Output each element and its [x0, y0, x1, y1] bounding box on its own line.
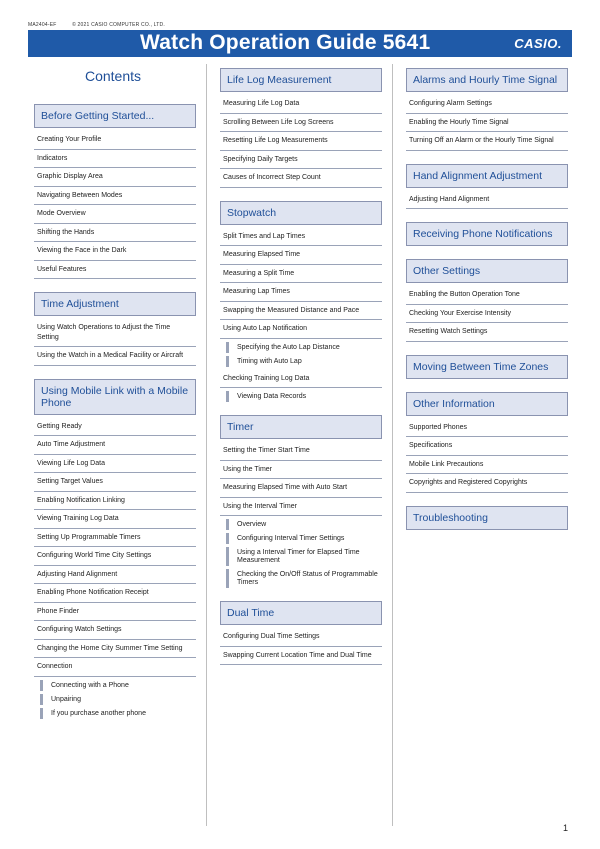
- section-heading-link[interactable]: Receiving Phone Notifications: [406, 222, 568, 246]
- toc-section: [406, 392, 568, 493]
- toc-section: [406, 259, 568, 342]
- toc-subentry-link[interactable]: Overview: [226, 519, 382, 530]
- toc-entry-link[interactable]: Enabling Notification Linking: [34, 492, 196, 511]
- toc-entry-link[interactable]: Swapping Current Location Time and Dual Time: [220, 647, 382, 666]
- title-banner: [28, 30, 572, 57]
- copyright-text: © 2021 CASIO COMPUTER CO., LTD.: [72, 22, 165, 28]
- toc-entry-link[interactable]: Split Times and Lap Times: [220, 228, 382, 247]
- toc-column-2: [220, 68, 382, 678]
- toc-section: [220, 601, 382, 665]
- toc-subentry-link[interactable]: Timing with Auto Lap: [226, 356, 382, 367]
- toc-entry-link[interactable]: Setting the Timer Start Time: [220, 442, 382, 461]
- toc-entry-link[interactable]: Changing the Home City Summer Time Setting: [34, 640, 196, 659]
- toc-entry-link[interactable]: Specifications: [406, 437, 568, 456]
- section-heading-link[interactable]: Dual Time: [220, 601, 382, 625]
- section-heading-link[interactable]: Timer: [220, 415, 382, 439]
- toc-entry-link[interactable]: Enabling Phone Notification Receipt: [34, 584, 196, 603]
- toc-subentry-link[interactable]: Unpairing: [40, 694, 196, 705]
- toc-subentry-link[interactable]: Connecting with a Phone: [40, 680, 196, 691]
- toc-entry-link[interactable]: Graphic Display Area: [34, 168, 196, 187]
- column-divider: [206, 64, 207, 826]
- toc-entry-link[interactable]: Supported Phones: [406, 419, 568, 438]
- toc-entry-link[interactable]: Measuring Elapsed Time with Auto Start: [220, 479, 382, 498]
- toc-entry-link[interactable]: Viewing Life Log Data: [34, 455, 196, 474]
- casio-logo: CASIO.: [514, 36, 562, 51]
- toc-section: [406, 506, 568, 530]
- toc-entry-link[interactable]: Viewing Training Log Data: [34, 510, 196, 529]
- toc-entry-link[interactable]: Measuring Elapsed Time: [220, 246, 382, 265]
- column-divider: [392, 64, 393, 826]
- toc-section: [406, 68, 568, 151]
- section-heading-link[interactable]: Life Log Measurement: [220, 68, 382, 92]
- toc-entry-link[interactable]: Turning Off an Alarm or the Hourly Time Signal: [406, 132, 568, 151]
- section-heading-link[interactable]: Moving Between Time Zones: [406, 355, 568, 379]
- section-heading-link[interactable]: Alarms and Hourly Time Signal: [406, 68, 568, 92]
- toc-entry-link[interactable]: Causes of Incorrect Step Count: [220, 169, 382, 188]
- toc-entry-link[interactable]: Measuring Lap Times: [220, 283, 382, 302]
- toc-entry-link[interactable]: Enabling the Hourly Time Signal: [406, 114, 568, 133]
- page-number: 1: [562, 823, 568, 833]
- contents-heading: Contents: [84, 68, 142, 84]
- toc-subentry-link[interactable]: Viewing Data Records: [226, 391, 382, 402]
- toc-entry-link[interactable]: Checking Your Exercise Intensity: [406, 305, 568, 324]
- toc-entry-link[interactable]: Connection: [34, 658, 196, 677]
- document-code: MA2404-EF: [28, 22, 57, 28]
- toc-entry-link[interactable]: Configuring Alarm Settings: [406, 95, 568, 114]
- section-heading-link[interactable]: Hand Alignment Adjustment: [406, 164, 568, 188]
- toc-subentry-link[interactable]: If you purchase another phone: [40, 708, 196, 719]
- toc-entry-link[interactable]: Using the Timer: [220, 461, 382, 480]
- section-heading-link[interactable]: Stopwatch: [220, 201, 382, 225]
- toc-subentry-link[interactable]: Configuring Interval Timer Settings: [226, 533, 382, 544]
- toc-entry-link[interactable]: Getting Ready: [34, 418, 196, 437]
- toc-column-1: [34, 104, 196, 732]
- toc-section: [34, 292, 196, 366]
- section-heading-link[interactable]: Other Settings: [406, 259, 568, 283]
- toc-entry-link[interactable]: Copyrights and Registered Copyrights: [406, 474, 568, 493]
- toc-entry-link[interactable]: Measuring Life Log Data: [220, 95, 382, 114]
- toc-entry-link[interactable]: Adjusting Hand Alignment: [406, 191, 568, 210]
- toc-entry-link[interactable]: Setting Up Programmable Timers: [34, 529, 196, 548]
- toc-section: [220, 68, 382, 188]
- toc-entry-link[interactable]: Resetting Watch Settings: [406, 323, 568, 342]
- section-heading-link[interactable]: Using Mobile Link with a Mobile Phone: [34, 379, 196, 415]
- toc-entry-link[interactable]: Using Auto Lap Notification: [220, 320, 382, 339]
- toc-entry-link[interactable]: Useful Features: [34, 261, 196, 280]
- toc-entry-link[interactable]: Phone Finder: [34, 603, 196, 622]
- toc-entry-link[interactable]: Navigating Between Modes: [34, 187, 196, 206]
- toc-entry-link[interactable]: Mobile Link Precautions: [406, 456, 568, 475]
- section-heading-link[interactable]: Other Information: [406, 392, 568, 416]
- toc-entry-link[interactable]: Enabling the Button Operation Tone: [406, 286, 568, 305]
- toc-entry-link[interactable]: Using Watch Operations to Adjust the Time Setting: [34, 319, 196, 347]
- toc-entry-link[interactable]: Viewing the Face in the Dark: [34, 242, 196, 261]
- toc-section: [406, 164, 568, 210]
- toc-entry-link[interactable]: Configuring Watch Settings: [34, 621, 196, 640]
- toc-entry-link[interactable]: Mode Overview: [34, 205, 196, 224]
- toc-section: [406, 222, 568, 246]
- toc-section: [34, 104, 196, 279]
- toc-column-3: [406, 68, 568, 543]
- toc-entry-link[interactable]: Resetting Life Log Measurements: [220, 132, 382, 151]
- toc-entry-link[interactable]: Setting Target Values: [34, 473, 196, 492]
- toc-entry-link[interactable]: Measuring a Split Time: [220, 265, 382, 284]
- toc-entry-link[interactable]: Checking Training Log Data: [220, 370, 382, 389]
- toc-subentry-link[interactable]: Using a Interval Timer for Elapsed Time Measurement: [226, 547, 382, 566]
- section-heading-link[interactable]: Time Adjustment: [34, 292, 196, 316]
- toc-entry-link[interactable]: Configuring Dual Time Settings: [220, 628, 382, 647]
- toc-entry-link[interactable]: Adjusting Hand Alignment: [34, 566, 196, 585]
- toc-section: [220, 201, 382, 403]
- toc-section: [406, 355, 568, 379]
- toc-entry-link[interactable]: Creating Your Profile: [34, 131, 196, 150]
- toc-entry-link[interactable]: Configuring World Time City Settings: [34, 547, 196, 566]
- section-heading-link[interactable]: Before Getting Started...: [34, 104, 196, 128]
- toc-entry-link[interactable]: Specifying Daily Targets: [220, 151, 382, 170]
- toc-subentry-link[interactable]: Checking the On/Off Status of Programmable Timers: [226, 569, 382, 588]
- toc-entry-link[interactable]: Using the Interval Timer: [220, 498, 382, 517]
- section-heading-link[interactable]: Troubleshooting: [406, 506, 568, 530]
- header-meta: [28, 22, 179, 28]
- toc-entry-link[interactable]: Shifting the Hands: [34, 224, 196, 243]
- toc-section: [220, 415, 382, 588]
- toc-section: [34, 379, 196, 719]
- toc-entry-link[interactable]: Auto Time Adjustment: [34, 436, 196, 455]
- toc-entry-link[interactable]: Using the Watch in a Medical Facility or Aircraft: [34, 347, 196, 366]
- toc-subentry-link[interactable]: Specifying the Auto Lap Distance: [226, 342, 382, 353]
- page-title: Watch Operation Guide 5641: [140, 31, 431, 54]
- toc-entry-link[interactable]: Indicators: [34, 150, 196, 169]
- toc-entry-link[interactable]: Scrolling Between Life Log Screens: [220, 114, 382, 133]
- toc-entry-link[interactable]: Swapping the Measured Distance and Pace: [220, 302, 382, 321]
